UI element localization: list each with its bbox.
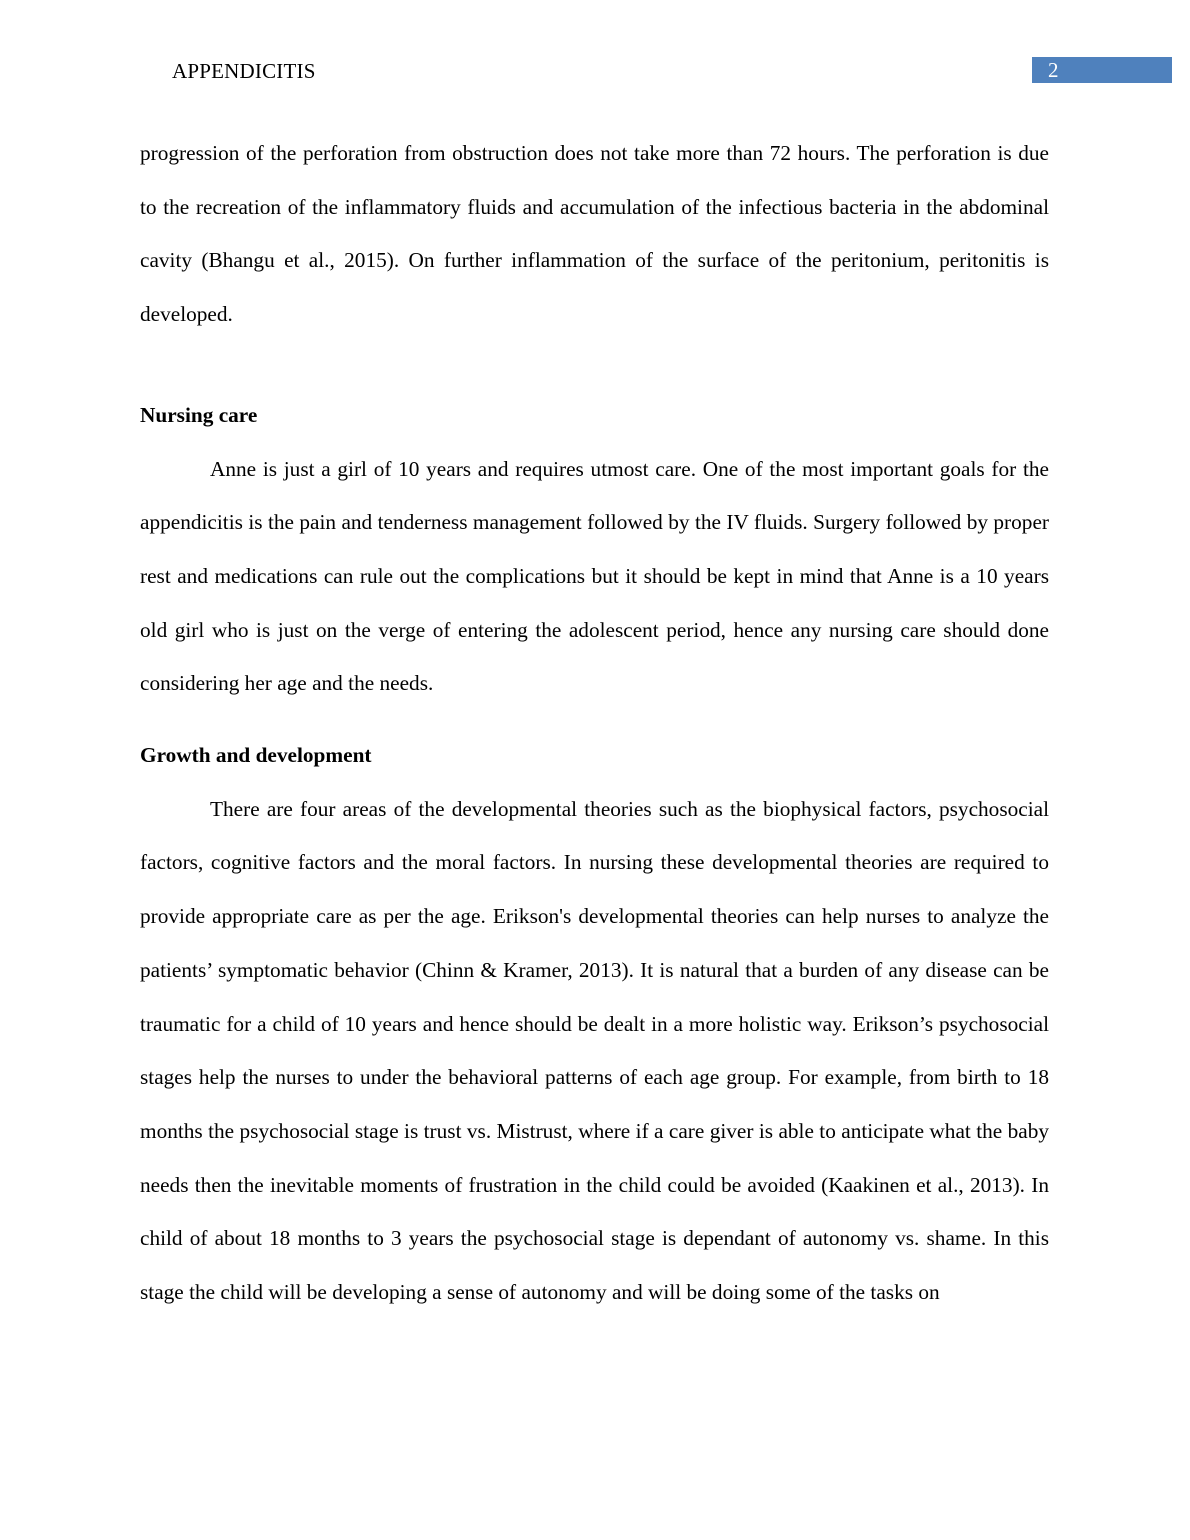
document-body: [140, 127, 1049, 1320]
intro-paragraph: progression of the perforation from obstruction does not take more than 72 hours. The perforation is due to the recreation of the inflammatory fluids and accumulation of the infectious bacteria in the abdominal cavity (Bhangu et al., 2015). On further inflammation of the surface of the peritonium, peritonitis is developed.: [140, 141, 1049, 327]
growth-development-heading: Growth and development: [140, 743, 372, 768]
section-spacer: [140, 711, 1049, 729]
growth-development-paragraph: There are four areas of the developmental theories such as the biophysical factors, psychosocial factors, cognitive factors and the moral factors. In nursing these developmental theories are required to provide appropriate care as per the age. Erikson's developmental theories can help nurses to analyze the patients’ symptomatic behavior (Chinn & Kramer, 2013). It is natural that a burden of any disease can be traumatic for a child of 10 years and hence should be dealt in a more holistic way. Erikson’s psychosocial stages help the nurses to under the behavioral patterns of each age group. For example, from birth to 18 months the psychosocial stage is trust vs. Mistrust, where if a care giver is able to anticipate what the baby needs then the inevitable moments of frustration in the child could be avoided (Kaakinen et al., 2013). In child of about 18 months to 3 years the psychosocial stage is dependant of autonomy vs. shame. In this stage the child will be developing a sense of autonomy and will be doing some of the tasks on: [140, 796, 1049, 1305]
nursing-care-heading: Nursing care: [140, 402, 258, 427]
section-spacer: [140, 342, 1049, 389]
running-head: APPENDICITIS: [172, 59, 316, 83]
page-number: 2: [1032, 57, 1172, 83]
nursing-care-paragraph: Anne is just a girl of 10 years and requires utmost care. One of the most important goals for the appendicitis is the pain and tenderness management followed by the IV fluids. Surgery followed by proper rest and medications can rule out the complications but it should be kept in mind that Anne is a 10 years old girl who is just on the verge of entering the adolescent period, hence any nursing care should done considering her age and the needs.: [140, 456, 1049, 696]
